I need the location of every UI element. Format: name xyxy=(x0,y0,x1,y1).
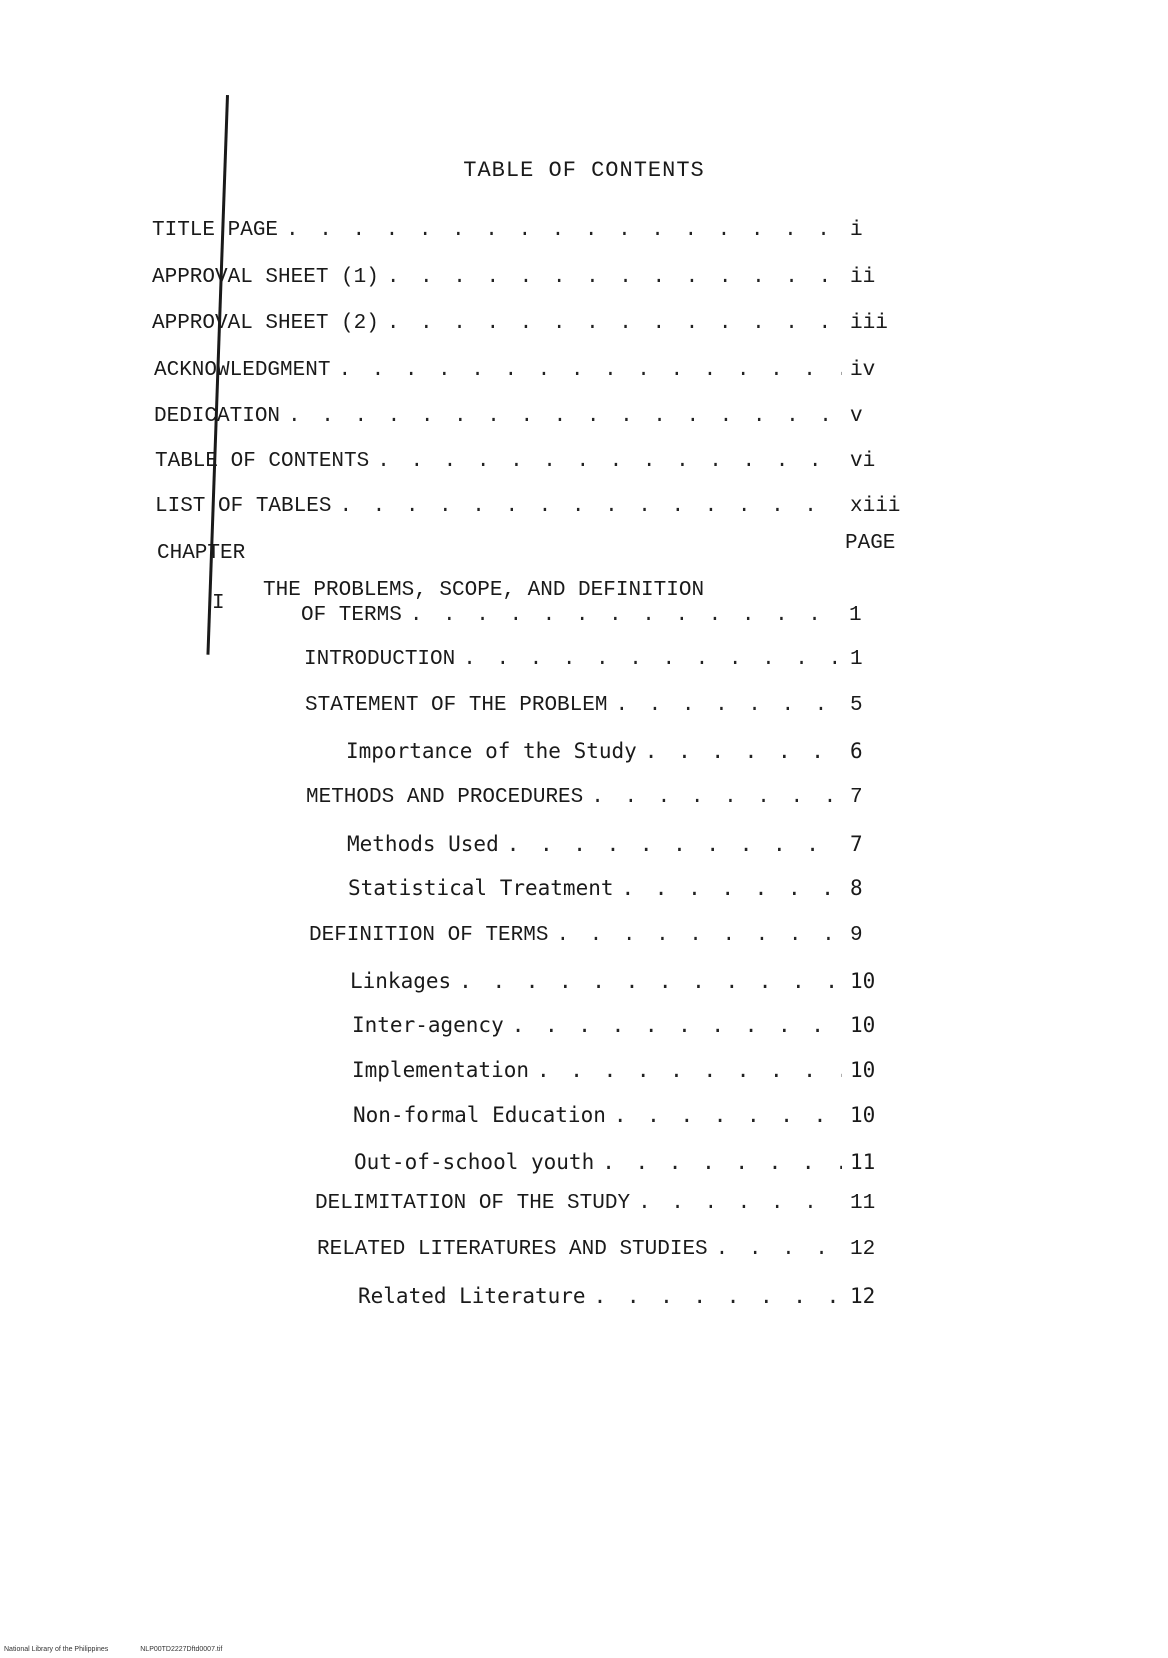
dot-leader xyxy=(387,312,842,335)
toc-entry-label: APPROVAL SHEET (2) xyxy=(152,312,379,335)
dot-leader xyxy=(602,1150,842,1174)
toc-entry-page: 7 xyxy=(850,786,863,809)
dot-leader xyxy=(339,495,842,518)
toc-entry-label: Linkages xyxy=(350,969,452,993)
dot-leader xyxy=(338,359,842,382)
toc-entry-page: 10 xyxy=(850,1058,876,1082)
toc-entry-label: Implementation xyxy=(352,1058,530,1082)
dot-leader xyxy=(622,876,842,900)
toc-entry-page: 1 xyxy=(849,604,862,627)
dot-leader xyxy=(716,1238,842,1261)
toc-entry-page: 10 xyxy=(850,1013,876,1037)
dot-leader xyxy=(387,266,842,289)
toc-entry-table-of-contents xyxy=(155,450,902,473)
dot-leader xyxy=(556,924,842,947)
page-heading: PAGE xyxy=(845,532,896,555)
toc-entry-inter-agency xyxy=(352,1013,902,1037)
toc-entry-label: DEDICATION xyxy=(154,405,281,428)
dot-leader xyxy=(537,1058,842,1082)
toc-entry-label: DELIMITATION OF THE STUDY xyxy=(315,1192,631,1215)
toc-entry-out-of-school-youth xyxy=(354,1150,902,1174)
toc-entry-page: 7 xyxy=(850,832,863,856)
page-title: TABLE OF CONTENTS xyxy=(463,158,705,183)
toc-entry-label: INTRODUCTION xyxy=(304,648,456,671)
toc-entry-related-literatures xyxy=(317,1238,902,1261)
toc-entry-page: iii xyxy=(850,312,888,335)
toc-entry-label: TITLE PAGE xyxy=(152,219,279,242)
toc-entry-label: Out-of-school youth xyxy=(354,1150,595,1174)
toc-entry-non-formal-education xyxy=(353,1103,902,1127)
toc-entry-label: Related Literature xyxy=(358,1284,586,1308)
toc-entry-statistical-treatment xyxy=(348,876,902,900)
toc-entry-label: Importance of the Study xyxy=(346,739,637,763)
toc-entry-label: RELATED LITERATURES AND STUDIES xyxy=(317,1238,708,1261)
toc-entry-page: 11 xyxy=(850,1150,876,1174)
chapter-title-entry xyxy=(301,604,901,627)
toc-entry-related-literature xyxy=(358,1284,902,1308)
dot-leader xyxy=(591,786,842,809)
toc-entry-approval-sheet-1 xyxy=(152,266,902,289)
toc-entry-page: 9 xyxy=(850,924,863,947)
toc-entry-title-page xyxy=(152,219,902,242)
dot-leader xyxy=(288,405,842,428)
dot-leader xyxy=(638,1192,842,1215)
toc-entry-statement-of-problem xyxy=(305,694,902,717)
toc-entry-definition-of-terms xyxy=(309,924,902,947)
dot-leader xyxy=(512,1013,842,1037)
dot-leader xyxy=(615,694,842,717)
toc-entry-page: 12 xyxy=(850,1238,876,1261)
toc-entry-page: 8 xyxy=(850,876,863,900)
toc-entry-label: Inter-agency xyxy=(352,1013,504,1037)
toc-entry-label: Methods Used xyxy=(347,832,499,856)
toc-entry-page: ii xyxy=(850,266,876,289)
dot-leader xyxy=(410,604,841,627)
toc-entry-page: xiii xyxy=(850,495,901,518)
chapter-heading: CHAPTER xyxy=(157,542,246,565)
toc-entry-delimitation xyxy=(315,1192,902,1215)
dot-leader xyxy=(377,450,842,473)
dot-leader xyxy=(463,648,842,671)
toc-entry-page: 6 xyxy=(850,739,863,763)
toc-entry-importance-of-study xyxy=(346,739,902,763)
toc-entry-dedication xyxy=(154,405,902,428)
toc-entry-label: DEFINITION OF TERMS xyxy=(309,924,549,947)
toc-entry-label: LIST OF TABLES xyxy=(155,495,332,518)
footer-file: NLP00TD2227Dftd0007.tif xyxy=(140,1646,223,1653)
toc-entry-label: Non-formal Education xyxy=(353,1103,606,1127)
toc-entry-page: i xyxy=(850,219,863,242)
toc-entry-page: 10 xyxy=(850,969,876,993)
toc-entry-page: 1 xyxy=(850,648,863,671)
toc-entry-methods-and-procedures xyxy=(306,786,902,809)
toc-entry-page: iv xyxy=(850,359,876,382)
chapter-number: I xyxy=(212,592,225,615)
dot-leader xyxy=(507,832,842,856)
toc-entry-linkages xyxy=(350,969,902,993)
toc-entry-implementation xyxy=(352,1058,902,1082)
chapter-title-line1: THE PROBLEMS, SCOPE, AND DEFINITION xyxy=(263,579,705,602)
toc-entry-methods-used xyxy=(347,832,902,856)
toc-entry-label: Statistical Treatment xyxy=(348,876,614,900)
toc-entry-approval-sheet-2 xyxy=(152,312,902,335)
toc-entry-label: TABLE OF CONTENTS xyxy=(155,450,370,473)
dot-leader xyxy=(594,1284,842,1308)
toc-entry-list-of-tables xyxy=(155,495,902,518)
dot-leader xyxy=(614,1103,842,1127)
toc-entry-page: 11 xyxy=(850,1192,876,1215)
toc-entry-page: 5 xyxy=(850,694,863,717)
toc-entry-page: v xyxy=(850,405,863,428)
toc-entry-label: ACKNOWLEDGMENT xyxy=(154,359,331,382)
toc-entry-page: 12 xyxy=(850,1284,876,1308)
toc-entry-label: STATEMENT OF THE PROBLEM xyxy=(305,694,608,717)
toc-entry-introduction xyxy=(304,648,902,671)
dot-leader xyxy=(645,739,842,763)
scan-footer xyxy=(4,1646,222,1653)
toc-entry-label: METHODS AND PROCEDURES xyxy=(306,786,584,809)
dot-leader xyxy=(286,219,842,242)
toc-entry-page: 10 xyxy=(850,1103,876,1127)
toc-entry-label: APPROVAL SHEET (1) xyxy=(152,266,379,289)
toc-entry-acknowledgment xyxy=(154,359,902,382)
toc-entry-page: vi xyxy=(850,450,876,473)
chapter-title-line2: OF TERMS xyxy=(301,604,402,627)
footer-library: National Library of the Philippines xyxy=(4,1646,109,1653)
dot-leader xyxy=(459,969,842,993)
